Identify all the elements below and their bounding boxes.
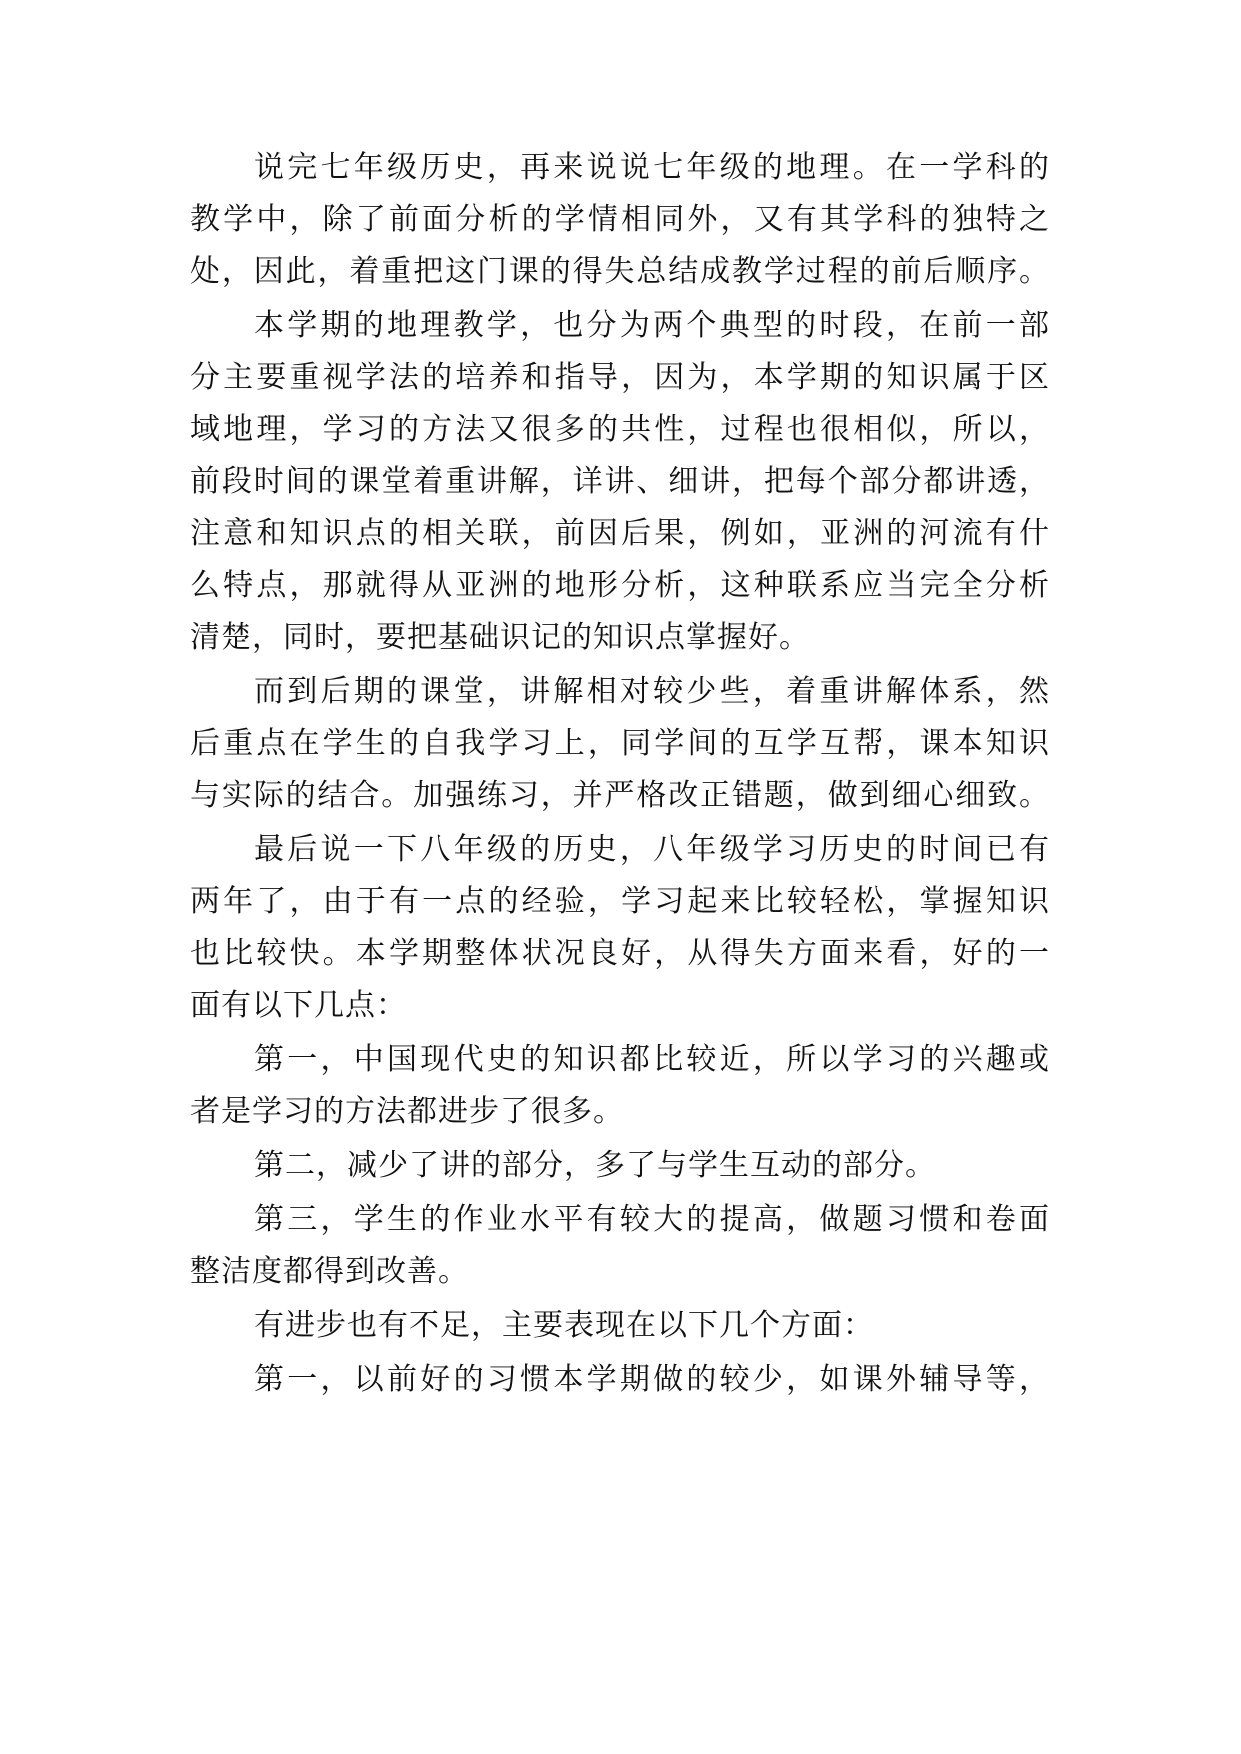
text-line: 面有以下几点： xyxy=(190,988,407,1023)
text-line: 说完七年级历史，再来说说七年级的地理。在一学科的 xyxy=(254,150,1050,185)
text-line: 第三，学生的作业水平有较大的提高，做题习惯和卷面 xyxy=(254,1202,1050,1237)
text-line: 第一，以前好的习惯本学期做的较少，如课外辅导等， xyxy=(254,1362,1050,1397)
text-line: 后重点在学生的自我学习上，同学间的互学互帮，课本知识 xyxy=(190,726,1050,761)
text-line: 教学中，除了前面分析的学情相同外，又有其学科的独特之 xyxy=(190,202,1050,237)
text-line: 域地理，学习的方法又很多的共性，过程也很相似，所以， xyxy=(190,412,1050,447)
text-line: 第二，减少了讲的部分，多了与学生互动的部分。 xyxy=(254,1148,936,1183)
text-line: 而到后期的课堂，讲解相对较少些，着重讲解体系，然 xyxy=(254,674,1050,709)
text-line: 处，因此，着重把这门课的得失总结成教学过程的前后顺序。 xyxy=(190,254,1050,289)
text-line: 者是学习的方法都进步了很多。 xyxy=(190,1094,624,1129)
text-line: 有进步也有不足，主要表现在以下几个方面： xyxy=(254,1308,874,1343)
text-line: 两年了，由于有一点的经验，学习起来比较轻松，掌握知识 xyxy=(190,884,1050,919)
text-line: 注意和知识点的相关联，前因后果，例如，亚洲的河流有什 xyxy=(190,516,1050,551)
text-line: 么特点，那就得从亚洲的地形分析，这种联系应当完全分析 xyxy=(190,568,1050,603)
text-line: 与实际的结合。加强练习，并严格改正错题，做到细心细致。 xyxy=(190,778,1050,813)
text-line: 本学期的地理教学，也分为两个典型的时段，在前一部 xyxy=(254,308,1050,343)
text-line: 清楚，同时，要把基础识记的知识点掌握好。 xyxy=(190,620,810,655)
text-line: 也比较快。本学期整体状况良好，从得失方面来看，好的一 xyxy=(190,936,1050,971)
text-line: 最后说一下八年级的历史，八年级学习历史的时间已有 xyxy=(254,832,1050,867)
text-line: 整洁度都得到改善。 xyxy=(190,1254,469,1289)
text-line: 前段时间的课堂着重讲解，详讲、细讲，把每个部分都讲透， xyxy=(190,464,1050,499)
text-line: 第一，中国现代史的知识都比较近，所以学习的兴趣或 xyxy=(254,1042,1050,1077)
text-line: 分主要重视学法的培养和指导，因为，本学期的知识属于区 xyxy=(190,360,1050,395)
